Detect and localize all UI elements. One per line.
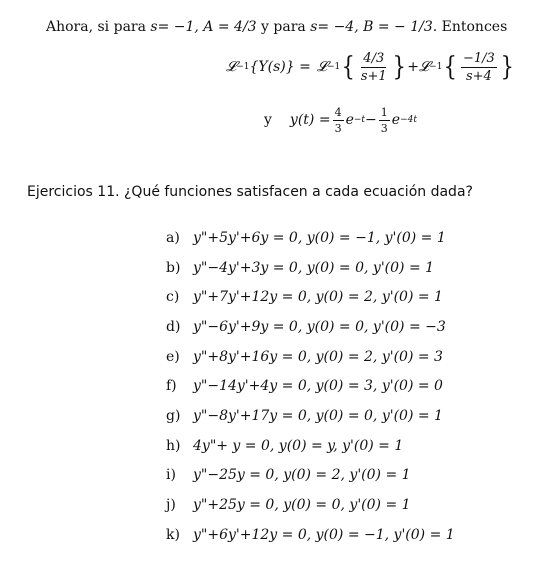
right-brace-2: } <box>500 52 514 82</box>
exercise-label: b) <box>166 259 181 276</box>
minus-sign: − <box>365 112 377 128</box>
exercise-label: h) <box>166 437 181 454</box>
exercise-equation: y"+5y'+6y = 0, y(0) = −1, y'(0) = 1 <box>193 229 446 246</box>
exercise-item <box>166 312 455 342</box>
solution-lhs: y(t) = <box>289 112 331 128</box>
left-brace: { <box>341 52 356 82</box>
fraction-a-denominator: s+1 <box>360 68 387 84</box>
exp-base-1: e <box>345 112 354 128</box>
plus-sign: + <box>407 59 419 75</box>
right-brace: } <box>392 52 406 82</box>
exercise-equation: y"−14y'+4y = 0, y(0) = 3, y'(0) = 0 <box>193 378 443 395</box>
fraction-b-denominator: s+4 <box>465 68 492 84</box>
y-connector: y <box>264 112 272 128</box>
exercise-equation: y"−4y'+3y = 0, y(0) = 0, y'(0) = 1 <box>193 259 435 276</box>
fraction-a-numerator: 4/3 <box>363 50 385 66</box>
exercise-item <box>166 520 455 550</box>
coefficient-1-numerator: 4 <box>334 105 342 119</box>
inverse-exponent-2: −1 <box>327 62 341 72</box>
exercise-label: a) <box>166 229 180 246</box>
exercise-label: g) <box>166 407 181 424</box>
exp-power-1: −t <box>353 115 366 125</box>
exp-base-2: e <box>391 112 401 128</box>
exercise-item <box>166 461 455 491</box>
exercise-item <box>166 431 455 461</box>
exercise-item <box>166 371 455 401</box>
intro-mid: y para <box>256 19 311 35</box>
exercise-item <box>166 342 455 372</box>
solution-formula <box>264 100 417 140</box>
exercise-label: d) <box>166 318 181 335</box>
coefficient-1 <box>333 106 344 135</box>
coefficient-2-numerator: 1 <box>380 105 388 119</box>
exercise-equation: y"+8y'+16y = 0, y(0) = 2, y'(0) = 3 <box>193 348 443 365</box>
intro-condition-2: s= −4, B = − 1/3. <box>310 19 438 35</box>
coefficient-2-denominator: 3 <box>380 121 388 135</box>
exercise-label: e) <box>166 348 180 365</box>
exercise-label: c) <box>166 289 180 306</box>
exercise-equation: y"+7y'+12y = 0, y(0) = 2, y'(0) = 1 <box>193 289 443 306</box>
inverse-laplace-formula <box>226 46 515 88</box>
lhs-argument: {Y(s)} = <box>249 59 311 75</box>
exercise-item <box>166 490 455 520</box>
inverse-exponent: −1 <box>236 62 250 72</box>
exercise-label: f) <box>166 378 177 395</box>
exercises-heading: Ejercicios 11. ¿Qué funciones satisfacen a cada ecuación dada? <box>27 184 473 200</box>
inverse-exponent-3: −1 <box>429 62 443 72</box>
intro-prefix: Ahora, si para <box>46 19 151 35</box>
coefficient-1-denominator: 3 <box>334 121 342 135</box>
exercise-label: i) <box>166 467 176 484</box>
exercise-equation: y"−25y = 0, y(0) = 2, y'(0) = 1 <box>193 467 411 484</box>
laplace-symbol-2: 𝓛 <box>316 59 328 75</box>
exercise-item <box>166 253 455 283</box>
fraction-b <box>461 51 497 84</box>
exercise-equation: y"+25y = 0, y(0) = 0, y'(0) = 1 <box>193 497 411 514</box>
exercise-equation: y"−8y'+17y = 0, y(0) = 0, y'(0) = 1 <box>193 407 443 424</box>
exercise-label: j) <box>166 497 176 514</box>
exercise-equation: 4y"+ y = 0, y(0) = y, y'(0) = 1 <box>193 437 404 454</box>
exercise-item <box>166 223 455 253</box>
coefficient-2 <box>379 106 390 135</box>
exercise-item <box>166 282 455 312</box>
exercise-equation: y"−6y'+9y = 0, y(0) = 0, y'(0) = −3 <box>193 318 446 335</box>
exercise-label: k) <box>166 526 180 543</box>
exercise-list <box>166 223 455 550</box>
exercise-equation: y"+6y'+12y = 0, y(0) = −1, y'(0) = 1 <box>193 526 455 543</box>
exp-power-2: −4t <box>400 115 417 125</box>
exercise-item <box>166 401 455 431</box>
intro-suffix: Entonces <box>437 19 508 35</box>
intro-sentence <box>46 19 507 35</box>
left-brace-2: { <box>444 52 458 82</box>
fraction-a <box>359 51 389 84</box>
intro-condition-1: s= −1, A = 4/3 <box>150 19 257 35</box>
laplace-symbol-3: 𝓛 <box>418 59 430 75</box>
laplace-symbol: 𝓛 <box>226 59 237 75</box>
fraction-b-numerator: −1/3 <box>462 50 495 66</box>
